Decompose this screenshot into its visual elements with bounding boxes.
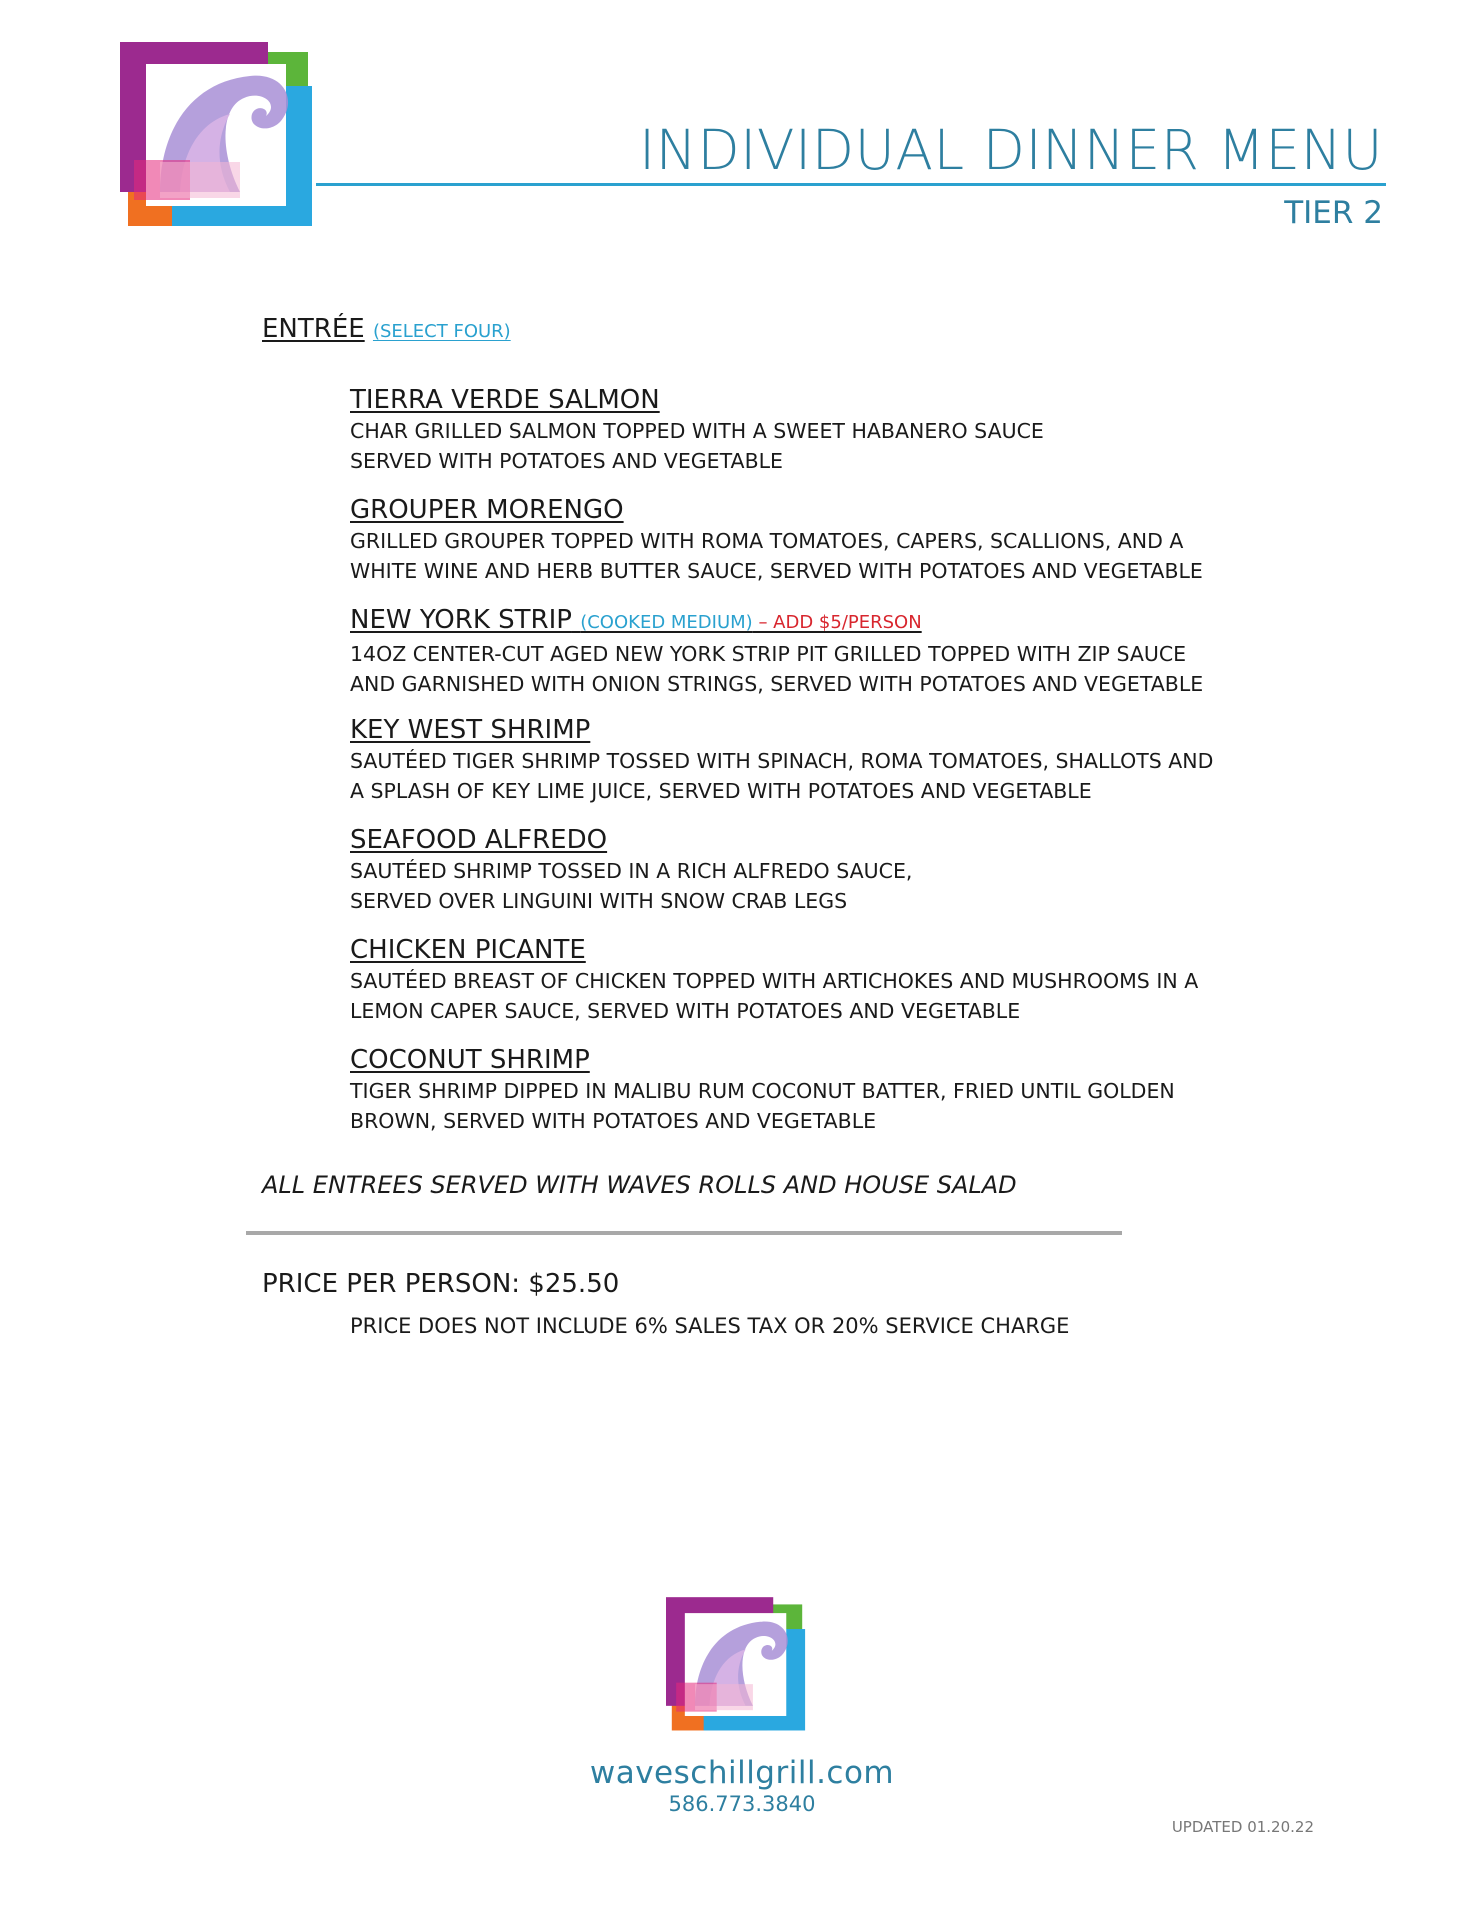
description-line: CHAR GRILLED SALMON TOPPED WITH A SWEET HABANERO SAUCE bbox=[350, 419, 1044, 443]
description-line: 14OZ CENTER-CUT AGED NEW YORK STRIP PIT GRILLED TOPPED WITH ZIP SAUCE bbox=[350, 642, 1187, 666]
entree-name-row bbox=[350, 604, 1350, 639]
entree-name: KEY WEST SHRIMP bbox=[350, 715, 591, 745]
entree-description bbox=[350, 526, 1350, 586]
entree-name: NEW YORK STRIP bbox=[350, 605, 572, 635]
description-line: SAUTÉED SHRIMP TOSSED IN A RICH ALFREDO SAUCE, bbox=[350, 859, 913, 883]
phone-number: 586.773.3840 bbox=[668, 1792, 816, 1816]
cooking-option: (COOKED MEDIUM) bbox=[580, 612, 753, 633]
tier-label: TIER 2 bbox=[1284, 195, 1383, 231]
description-line: A SPLASH OF KEY LIME JUICE, SERVED WITH POTATOES AND VEGETABLE bbox=[350, 779, 1092, 803]
waves-logo bbox=[120, 42, 316, 232]
selection-note: (SELECT FOUR) bbox=[372, 321, 511, 342]
entree-item bbox=[350, 1044, 1350, 1136]
entree-item bbox=[350, 714, 1350, 806]
entree-item bbox=[350, 824, 1350, 916]
updated-date: UPDATED 01.20.22 bbox=[1171, 1818, 1314, 1836]
description-line: LEMON CAPER SAUCE, SERVED WITH POTATOES AND VEGETABLE bbox=[350, 999, 1021, 1023]
entree-item bbox=[350, 494, 1350, 586]
price-per-person: PRICE PER PERSON: $25.50 bbox=[262, 1269, 620, 1299]
entree-description bbox=[350, 1076, 1350, 1136]
footer-logo bbox=[666, 1596, 808, 1736]
description-line: SERVED OVER LINGUINI WITH SNOW CRAB LEGS bbox=[350, 889, 848, 913]
wave-icon bbox=[666, 1596, 808, 1736]
section-title: ENTRÉE bbox=[262, 314, 365, 344]
entree-name: TIERRA VERDE SALMON bbox=[350, 385, 660, 415]
entree-item bbox=[350, 604, 1350, 699]
entree-name: CHICKEN PICANTE bbox=[350, 935, 586, 965]
description-line: SERVED WITH POTATOES AND VEGETABLE bbox=[350, 449, 784, 473]
wave-icon bbox=[120, 42, 316, 232]
entree-description bbox=[350, 966, 1350, 1026]
entree-item bbox=[350, 934, 1350, 1026]
page-title: INDIVIDUAL DINNER MENU bbox=[638, 118, 1383, 182]
website-link[interactable]: waveschillgrill.com bbox=[589, 1755, 895, 1791]
entree-description bbox=[350, 416, 1350, 476]
section-divider bbox=[246, 1231, 1122, 1235]
entree-description bbox=[350, 856, 1350, 916]
price-disclaimer: PRICE DOES NOT INCLUDE 6% SALES TAX OR 20% SERVICE CHARGE bbox=[350, 1314, 1070, 1338]
section-heading bbox=[262, 313, 511, 348]
entree-footnote: ALL ENTREES SERVED WITH WAVES ROLLS AND HOUSE SALAD bbox=[262, 1171, 1017, 1199]
upcharge-note: – ADD $5/PERSON bbox=[752, 612, 922, 633]
description-line: SAUTÉED BREAST OF CHICKEN TOPPED WITH ARTICHOKES AND MUSHROOMS IN A bbox=[350, 969, 1199, 993]
description-line: TIGER SHRIMP DIPPED IN MALIBU RUM COCONUT BATTER, FRIED UNTIL GOLDEN bbox=[350, 1079, 1175, 1103]
entree-name: GROUPER MORENGO bbox=[350, 495, 624, 525]
entree-description bbox=[350, 639, 1350, 699]
entree-name: SEAFOOD ALFREDO bbox=[350, 825, 608, 855]
description-line: WHITE WINE AND HERB BUTTER SAUCE, SERVED WITH POTATOES AND VEGETABLE bbox=[350, 559, 1203, 583]
entree-item bbox=[350, 384, 1350, 476]
description-line: AND GARNISHED WITH ONION STRINGS, SERVED WITH POTATOES AND VEGETABLE bbox=[350, 672, 1204, 696]
description-line: SAUTÉED TIGER SHRIMP TOSSED WITH SPINACH, ROMA TOMATOES, SHALLOTS AND bbox=[350, 749, 1214, 773]
entree-name: COCONUT SHRIMP bbox=[350, 1045, 590, 1075]
description-line: GRILLED GROUPER TOPPED WITH ROMA TOMATOES, CAPERS, SCALLIONS, AND A bbox=[350, 529, 1184, 553]
entree-description bbox=[350, 746, 1350, 806]
description-line: BROWN, SERVED WITH POTATOES AND VEGETABLE bbox=[350, 1109, 877, 1133]
title-underline bbox=[316, 183, 1386, 186]
